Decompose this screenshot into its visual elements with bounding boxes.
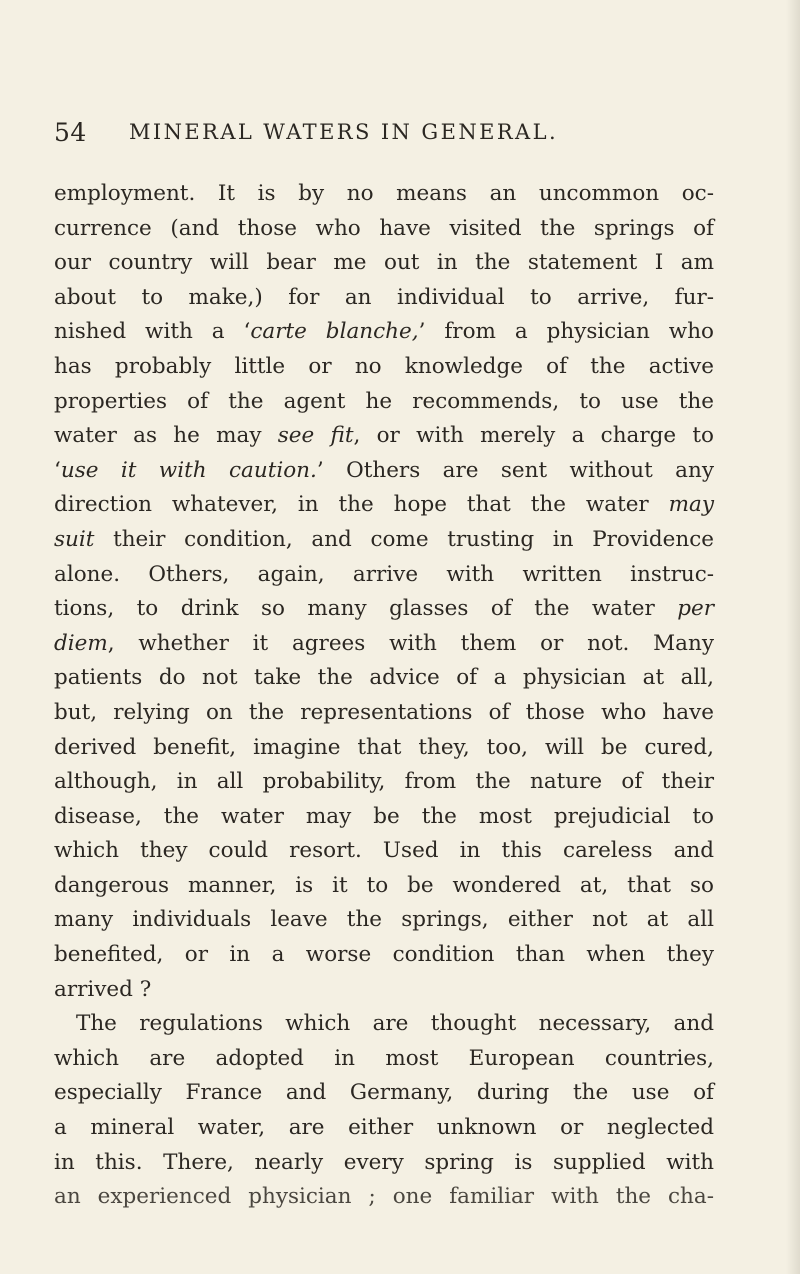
page-header bbox=[54, 118, 754, 150]
text-line bbox=[54, 903, 714, 938]
text-span: our country will bear me out in the statement I am bbox=[54, 250, 714, 276]
text-span: many individuals leave the springs, either not at all bbox=[54, 907, 714, 933]
text-span: employment. It is by no means an uncommon oc- bbox=[54, 181, 714, 206]
text-line bbox=[54, 938, 714, 973]
text-span: dangerous manner, is it to be wondered at, that so bbox=[54, 872, 714, 898]
text-line bbox=[54, 454, 714, 489]
italic-text: may bbox=[668, 492, 714, 518]
italic-text: use it with caution. bbox=[60, 457, 317, 483]
text-line bbox=[54, 246, 714, 281]
italic-text: per bbox=[677, 596, 714, 622]
text-span: which are adopted in most European countries, bbox=[54, 1045, 714, 1071]
text-line bbox=[54, 281, 714, 316]
text-span: about to make,) for an individual to arrive, fur- bbox=[54, 284, 714, 310]
text-line bbox=[54, 350, 714, 385]
text-line bbox=[54, 558, 714, 593]
text-span: direction whatever, in the hope that the water bbox=[54, 492, 669, 518]
text-line bbox=[54, 177, 714, 212]
text-span: arrived ? bbox=[54, 976, 152, 1002]
italic-text: suit bbox=[54, 526, 95, 552]
text-line bbox=[54, 696, 714, 731]
text-span: a mineral water, are either unknown or neglected bbox=[54, 1115, 714, 1141]
text-span: ‘ bbox=[54, 457, 61, 483]
text-span: currence (and those who have visited the springs of bbox=[54, 215, 714, 241]
text-line bbox=[54, 869, 714, 904]
text-line bbox=[54, 800, 714, 835]
text-line bbox=[54, 212, 714, 247]
text-span: , or with merely a charge to bbox=[353, 423, 714, 449]
text-span: The regulations which are thought necessary, and bbox=[76, 1011, 714, 1037]
text-span: disease, the water may be the most prejudicial to bbox=[54, 803, 714, 829]
text-line bbox=[54, 592, 714, 627]
text-span: tions, to drink so many glasses of the water bbox=[54, 596, 678, 622]
page-edge-shadow bbox=[786, 0, 800, 1274]
text-span: derived benefit, imagine that they, too, will be cured, bbox=[54, 734, 714, 760]
text-line bbox=[54, 1111, 714, 1146]
page-number: 54 bbox=[54, 118, 87, 147]
text-line bbox=[54, 1180, 714, 1215]
text-span: in this. There, nearly every spring is supplied with bbox=[54, 1149, 714, 1175]
text-line bbox=[54, 765, 714, 800]
text-line bbox=[54, 488, 714, 523]
text-span: their condition, and come trusting in Providence bbox=[94, 526, 714, 552]
text-span: nished with a ‘ bbox=[54, 319, 251, 345]
text-span: benefited, or in a worse condition than when they bbox=[54, 942, 714, 968]
text-line bbox=[54, 731, 714, 766]
text-span: properties of the agent he recommends, to use the bbox=[54, 388, 714, 414]
text-line bbox=[54, 834, 714, 869]
text-span: although, in all probability, from the nature of their bbox=[54, 769, 714, 795]
running-head: MINERAL WATERS IN GENERAL. bbox=[129, 120, 559, 144]
text-span: but, relying on the representations of those who have bbox=[54, 699, 714, 725]
italic-text: carte blanche, bbox=[250, 319, 419, 345]
text-line bbox=[54, 661, 714, 696]
text-line bbox=[54, 523, 714, 558]
text-span: has probably little or no knowledge of the active bbox=[54, 353, 714, 379]
text-span: ’ Others are sent without any bbox=[316, 457, 714, 483]
text-line bbox=[54, 1076, 714, 1111]
text-span: ’ from a physician who bbox=[418, 319, 715, 345]
text-span: water as he may bbox=[54, 423, 278, 449]
italic-text: see fit bbox=[277, 423, 354, 449]
italic-text: diem bbox=[54, 630, 108, 656]
text-line bbox=[54, 1146, 714, 1181]
text-line bbox=[54, 1042, 714, 1077]
text-line bbox=[54, 315, 714, 350]
text-span: which they could resort. Used in this careless and bbox=[54, 838, 714, 864]
text-span: an experienced physician ; one familiar with the cha- bbox=[54, 1184, 714, 1210]
text-line bbox=[54, 627, 714, 662]
body-text bbox=[54, 177, 714, 1215]
text-span: alone. Others, again, arrive with written instruc- bbox=[54, 561, 714, 587]
text-line bbox=[54, 1007, 714, 1042]
text-line bbox=[54, 419, 714, 454]
text-span: patients do not take the advice of a physician at all, bbox=[54, 665, 714, 691]
text-span: especially France and Germany, during the use of bbox=[54, 1080, 714, 1106]
text-line bbox=[54, 973, 714, 1008]
text-line bbox=[54, 385, 714, 420]
text-span: , whether it agrees with them or not. Many bbox=[107, 630, 714, 656]
